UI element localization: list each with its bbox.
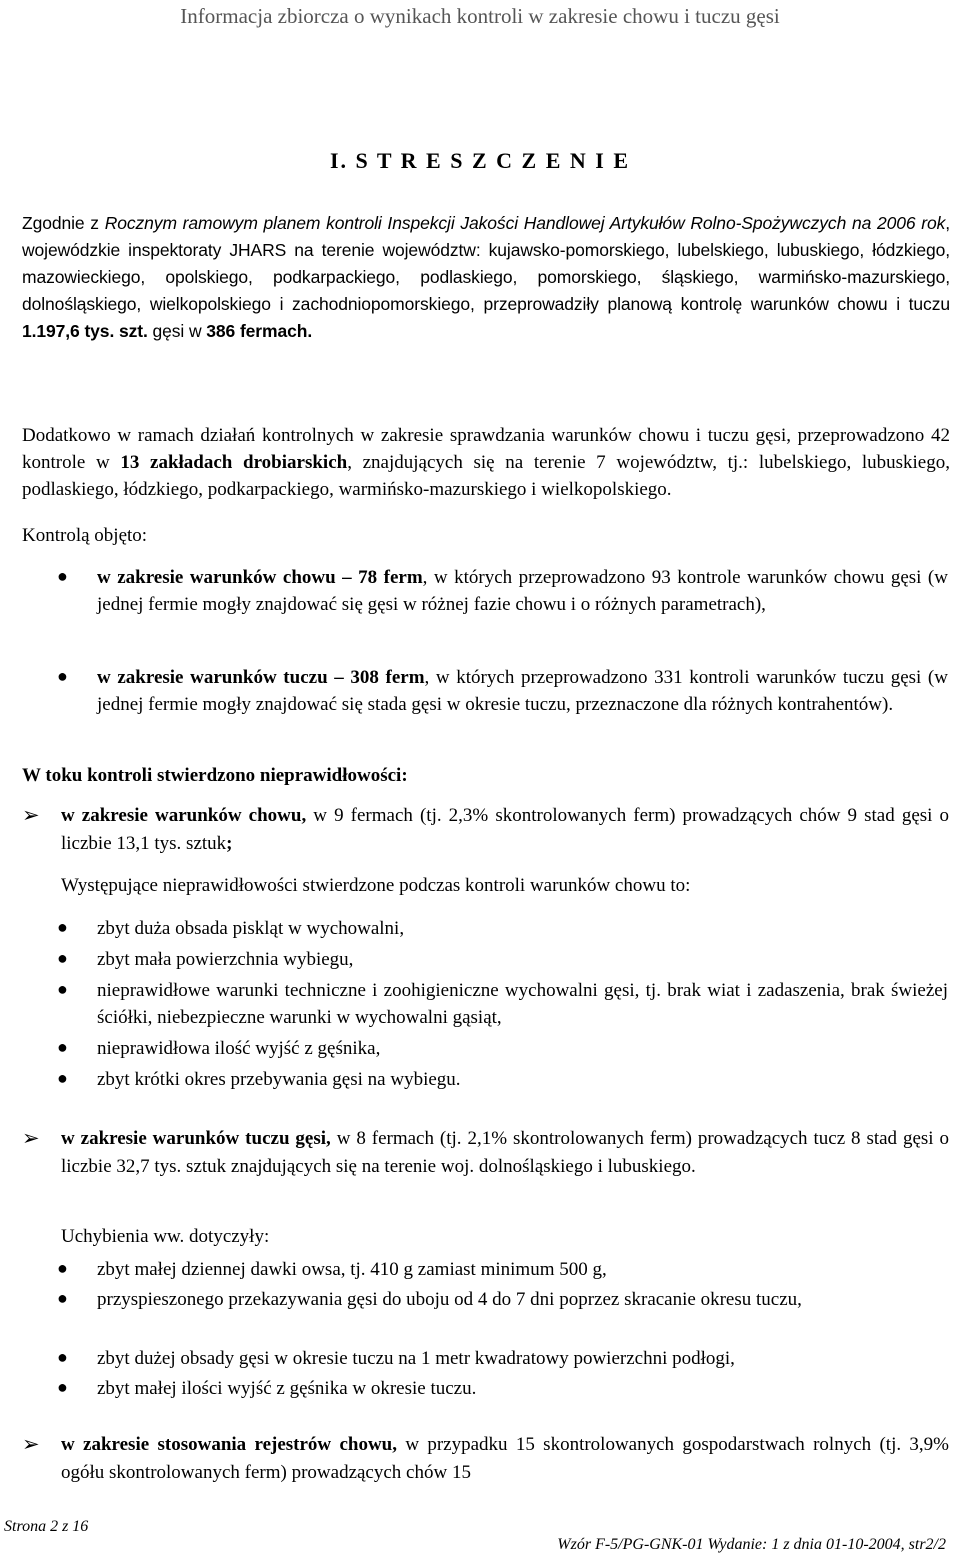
scope-label: Kontrolą objęto: <box>22 525 148 546</box>
bullet-icon: ● <box>57 1068 68 1088</box>
scope-item-bold: w zakresie warunków chowu – 78 ferm <box>97 567 423 588</box>
bullet-icon: ● <box>57 666 68 686</box>
list-item: przyspieszonego przekazywania gęsi do uboju od 4 do 7 dni poprzez skracanie okresu tuczu, <box>97 1289 802 1310</box>
finding-fattening <box>61 1125 949 1181</box>
bullet-icon: ● <box>57 979 68 999</box>
p2-text-2: , znajdujących się na terenie 7 województw, tj.: lubelskiego, lubuskiego, podlaskiego, łódzkiego, podkarpackiego, warmińsko-mazurskiego i wielkopolskiego. <box>22 452 950 500</box>
intro-text: Zgodnie z <box>22 213 105 233</box>
finding-title: w zakresie stosowania rejestrów chowu, <box>61 1434 397 1455</box>
list-item: zbyt krótki okres przebywania gęsi na wybiegu. <box>97 1069 461 1090</box>
finding-text: w 9 fermach (tj. 2,3% skontrolowanych ferm) prowadzących chów 9 stad gęsi o liczbie 13,1 tys. sztuk <box>61 805 949 854</box>
total-count: 1.197,6 tys. szt. <box>22 321 148 341</box>
list-item: zbyt małej dziennej dawki owsa, tj. 410 g zamiast minimum 500 g, <box>97 1259 607 1280</box>
finding-registers <box>61 1431 949 1487</box>
intro-paragraph <box>22 210 950 345</box>
intro-text-2: , wojewódzkie inspektoraty JHARS na terenie województw: kujawsko-pomorskiego, lubelskiego, lubuskiego, łódzkiego, mazowieckiego, opolskiego, podkarpackiego, podlaskiego, pomorskiego, śląskiego, warmińsko-mazurskiego, dolnośląskiego, wielkopolskiego i zachodniopomorskiego, przeprowadziły planową kontrolę warunków chowu i tuczu <box>22 213 950 314</box>
bullet-icon: ● <box>57 1288 68 1308</box>
scope-item <box>97 564 948 618</box>
list-item: zbyt dużej obsady gęsi w okresie tuczu na 1 metr kwadratowy powierzchni podłogi, <box>97 1348 735 1369</box>
intro-text-3: gęsi w <box>147 321 207 341</box>
finding-text: w 8 fermach (tj. 2,1% skontrolowanych ferm) prowadzących tucz 8 stad gęsi o liczbie 32,7 tys. sztuk znajdujących się na terenie woj. dolnośląskiego i lubuskiego. <box>61 1128 950 1177</box>
bullet-icon: ● <box>57 1377 68 1397</box>
section-title: I. S T R E S Z C Z E N I E <box>329 148 630 173</box>
p2-text: Dodatkowo w ramach działań kontrolnych w zakresie sprawdzania warunków chowu i tuczu gęsi, przeprowadzono 42 kontrole w <box>22 425 950 473</box>
list-item: zbyt duża obsada piskląt w wychowalni, <box>97 918 405 939</box>
bullet-icon: ● <box>57 1258 68 1278</box>
plan-title: Rocznym ramowym planem kontroli Inspekcji Jakości Handlowej Artykułów Rolno-Spożywczych na 2006 rok <box>104 213 946 233</box>
scope-item-text: , w których przeprowadzono 93 kontrole warunków chowu gęsi (w jednej fermie mogły znajdować się gęsi w różnej fazie chowu i o różnych parametrach), <box>97 567 948 615</box>
finding-end: ; <box>226 833 233 854</box>
scope-item-bold: w zakresie warunków tuczu – 308 ferm <box>97 667 425 688</box>
bullet-icon: ● <box>57 917 68 937</box>
bullet-icon: ● <box>57 1347 68 1367</box>
farms-count: 386 fermach. <box>206 321 313 341</box>
bullet-icon: ● <box>57 566 68 586</box>
list-item: zbyt mała powierzchnia wybiegu, <box>97 949 354 970</box>
form-reference: Wzór F-5/PG-GNK-01 Wydanie: 1 z dnia 01-10-2004, str2/2 <box>557 1536 946 1553</box>
list-item: zbyt małej ilości wyjść z gęśnika w okresie tuczu. <box>97 1378 477 1399</box>
findings-heading: W toku kontroli stwierdzono nieprawidłowości: <box>22 765 408 786</box>
page-number: Strona 2 z 16 <box>4 1518 89 1535</box>
scope-item <box>97 664 948 718</box>
scope-item-text: , w których przeprowadzono 331 kontroli warunków tuczu gęsi (w jednej fermie mogły znajdować się stada gęsi w okresie tuczu, przeznaczone dla różnych kontrahentów). <box>97 667 948 715</box>
finding-text: w przypadku 15 skontrolowanych gospodarstwach rolnych (tj. 3,9% ogółu skontrolowanych ferm) prowadzących chów 15 <box>61 1434 949 1483</box>
breeding-sub-heading: Występujące nieprawidłowości stwierdzone podczas kontroli warunków chowu to: <box>61 875 691 896</box>
finding-title: w zakresie warunków tuczu gęsi, <box>61 1128 331 1149</box>
plants-count: 13 zakładach drobiarskich <box>120 452 348 473</box>
fattening-sub-heading: Uchybienia ww. dotyczyły: <box>61 1226 270 1247</box>
finding-title: w zakresie warunków chowu, <box>61 805 307 826</box>
list-item: nieprawidłowe warunki techniczne i zoohigieniczne wychowalni gęsi, tj. brak wiat i zadaszenia, brak świeżej ściółki, niebezpieczne warunki w wychowalni gąsiąt, <box>97 980 948 1028</box>
arrow-bullet-icon: ➢ <box>22 1126 40 1150</box>
arrow-bullet-icon: ➢ <box>22 1432 40 1456</box>
arrow-bullet-icon: ➢ <box>22 803 40 827</box>
bullet-icon: ● <box>57 948 68 968</box>
bullet-icon: ● <box>57 1037 68 1057</box>
additional-paragraph <box>22 422 950 503</box>
running-header: Informacja zbiorcza o wynikach kontroli w zakresie chowu i tuczu gęsi <box>180 4 780 28</box>
finding-breeding <box>61 802 949 858</box>
list-item: nieprawidłowa ilość wyjść z gęśnika, <box>97 1038 381 1059</box>
